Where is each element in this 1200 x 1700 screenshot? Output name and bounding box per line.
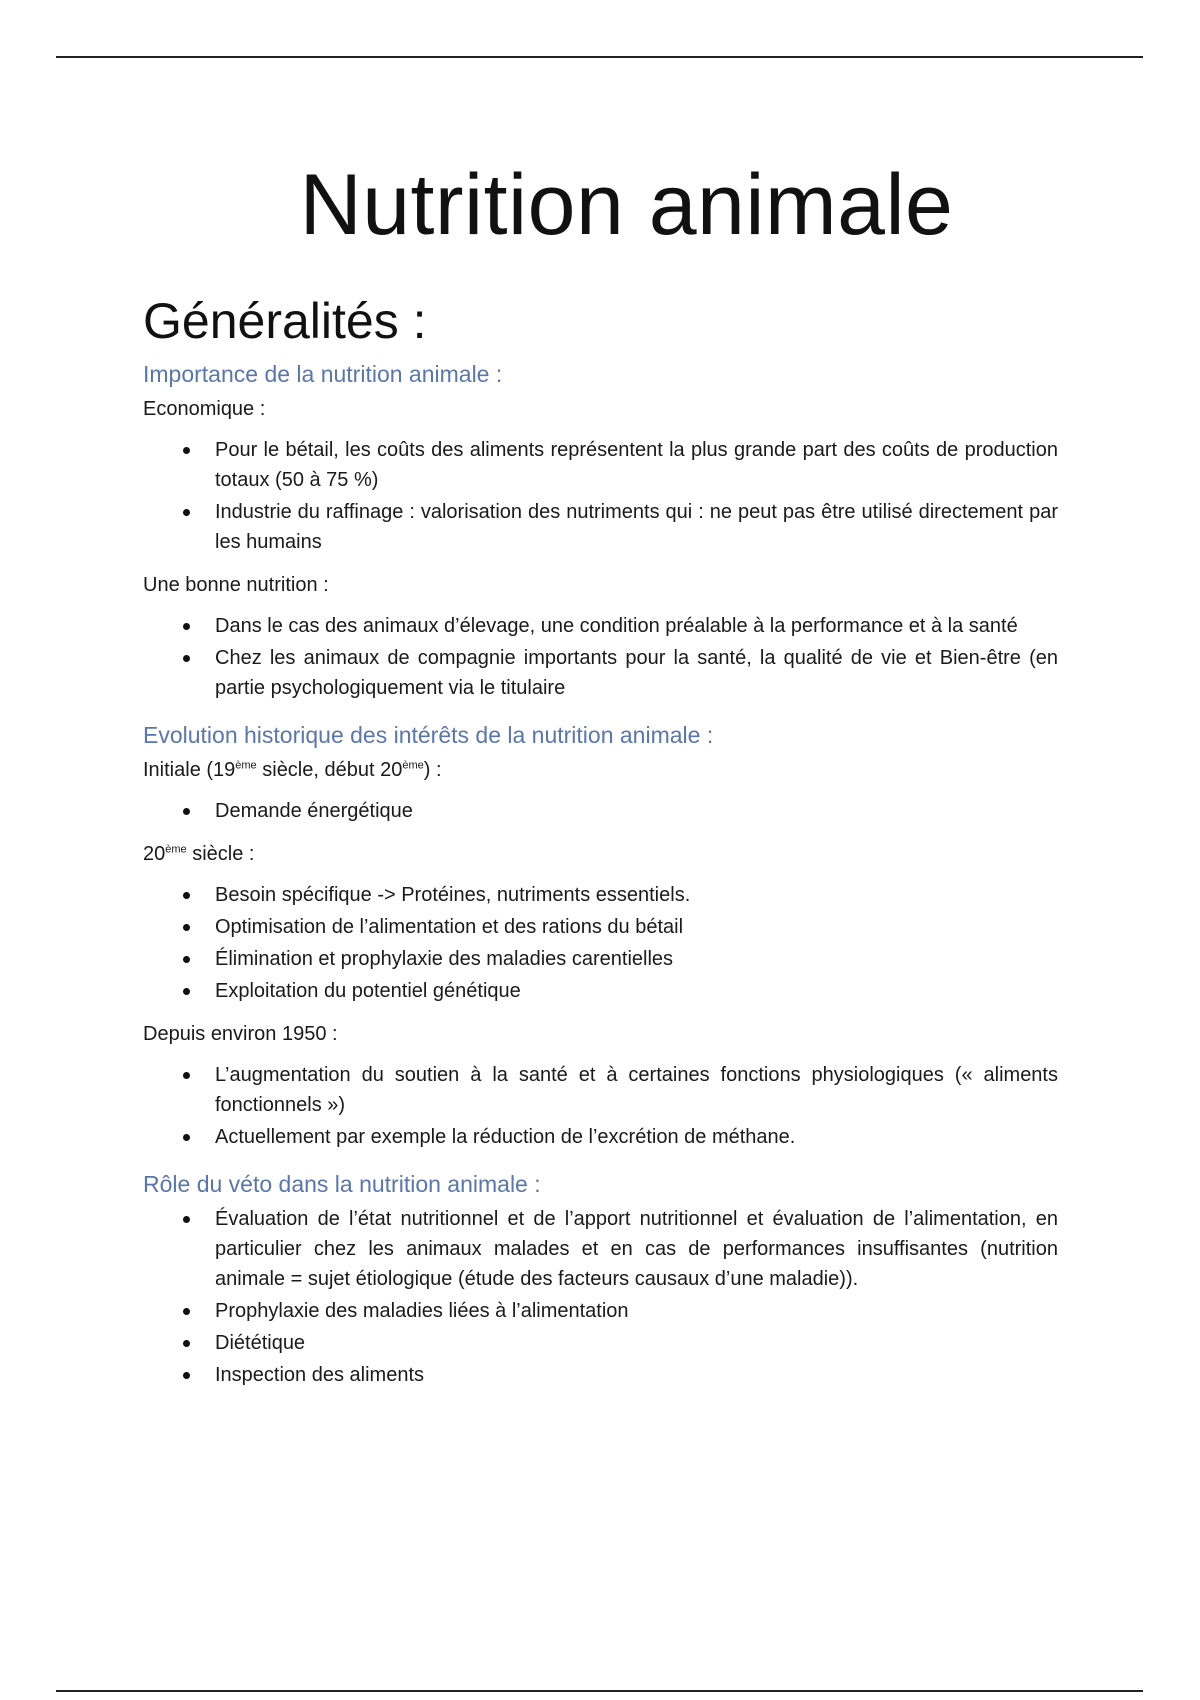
- list-item: Évaluation de l’état nutritionnel et de l’apport nutritionnel et évaluation de l’alimentation, en particulier chez les animaux malades et en cas de performances insuffisantes (nutrition animale = sujet étiologique (étude des facteurs causaux d’une maladie)).: [143, 1204, 1058, 1294]
- bullet-icon: [183, 1340, 190, 1347]
- group-label: Depuis environ 1950 :: [143, 1022, 338, 1045]
- list-item: Élimination et prophylaxie des maladies carentielles: [143, 944, 1058, 974]
- bullet-list: [143, 880, 1058, 1006]
- group-label: Economique :: [143, 397, 266, 420]
- bullet-list: [143, 435, 1058, 557]
- list-item: Demande énergétique: [143, 796, 1058, 826]
- bullet-icon: [183, 509, 190, 516]
- list-item: Dans le cas des animaux d’élevage, une condition préalable à la performance et à la santé: [143, 611, 1058, 641]
- bullet-icon: [183, 956, 190, 963]
- bullet-list: [143, 1204, 1058, 1390]
- document-page: [143, 150, 1058, 1392]
- top-rule: [56, 56, 1143, 58]
- list-item: Besoin spécifique -> Protéines, nutriments essentiels.: [143, 880, 1058, 910]
- section-heading: Généralités :: [143, 293, 427, 349]
- list-item: Diététique: [143, 1328, 1058, 1358]
- section-role-veto: [143, 1170, 1058, 1391]
- bullet-icon: [183, 1134, 190, 1141]
- bullet-icon: [183, 988, 190, 995]
- bullet-icon: [183, 447, 190, 454]
- group-label: Une bonne nutrition :: [143, 573, 329, 596]
- bullet-list: [143, 796, 1058, 826]
- bullet-icon: [183, 808, 190, 815]
- section-importance: [143, 360, 1058, 703]
- bullet-icon: [183, 1372, 190, 1379]
- bullet-icon: [183, 1072, 190, 1079]
- list-item: Industrie du raffinage : valorisation des nutriments qui : ne peut pas être utilisé directement par les humains: [143, 497, 1058, 557]
- group-label: Initiale (19ème siècle, début 20ème) :: [143, 758, 442, 781]
- bullet-list: [143, 1060, 1058, 1152]
- group-label: 20ème siècle :: [143, 842, 255, 865]
- list-item: Pour le bétail, les coûts des aliments représentent la plus grande part des coûts de production totaux (50 à 75 %): [143, 435, 1058, 495]
- bullet-icon: [183, 655, 190, 662]
- list-item: Optimisation de l’alimentation et des rations du bétail: [143, 912, 1058, 942]
- bullet-icon: [183, 1216, 190, 1223]
- bullet-icon: [183, 924, 190, 931]
- section-evolution: [143, 721, 1058, 1152]
- list-item: L’augmentation du soutien à la santé et à certaines fonctions physiologiques (« aliments fonctionnels »): [143, 1060, 1058, 1120]
- subsection-heading: Importance de la nutrition animale :: [143, 361, 503, 387]
- list-item: Chez les animaux de compagnie importants pour la santé, la qualité de vie et Bien-être (en partie psychologiquement via le titulaire: [143, 643, 1058, 703]
- bullet-icon: [183, 623, 190, 630]
- bullet-icon: [183, 892, 190, 899]
- list-item: Prophylaxie des maladies liées à l’alimentation: [143, 1296, 1058, 1326]
- subsection-heading: Rôle du véto dans la nutrition animale :: [143, 1170, 541, 1197]
- subsection-heading: Evolution historique des intérêts de la nutrition animale :: [143, 721, 714, 748]
- document-title: Nutrition animale: [299, 157, 954, 253]
- list-item: Actuellement par exemple la réduction de l’excrétion de méthane.: [143, 1122, 1058, 1152]
- bottom-rule: [56, 1690, 1143, 1692]
- bullet-icon: [183, 1308, 190, 1315]
- list-item: Exploitation du potentiel génétique: [143, 976, 1058, 1006]
- list-item: Inspection des aliments: [143, 1360, 1058, 1390]
- bullet-list: [143, 611, 1058, 703]
